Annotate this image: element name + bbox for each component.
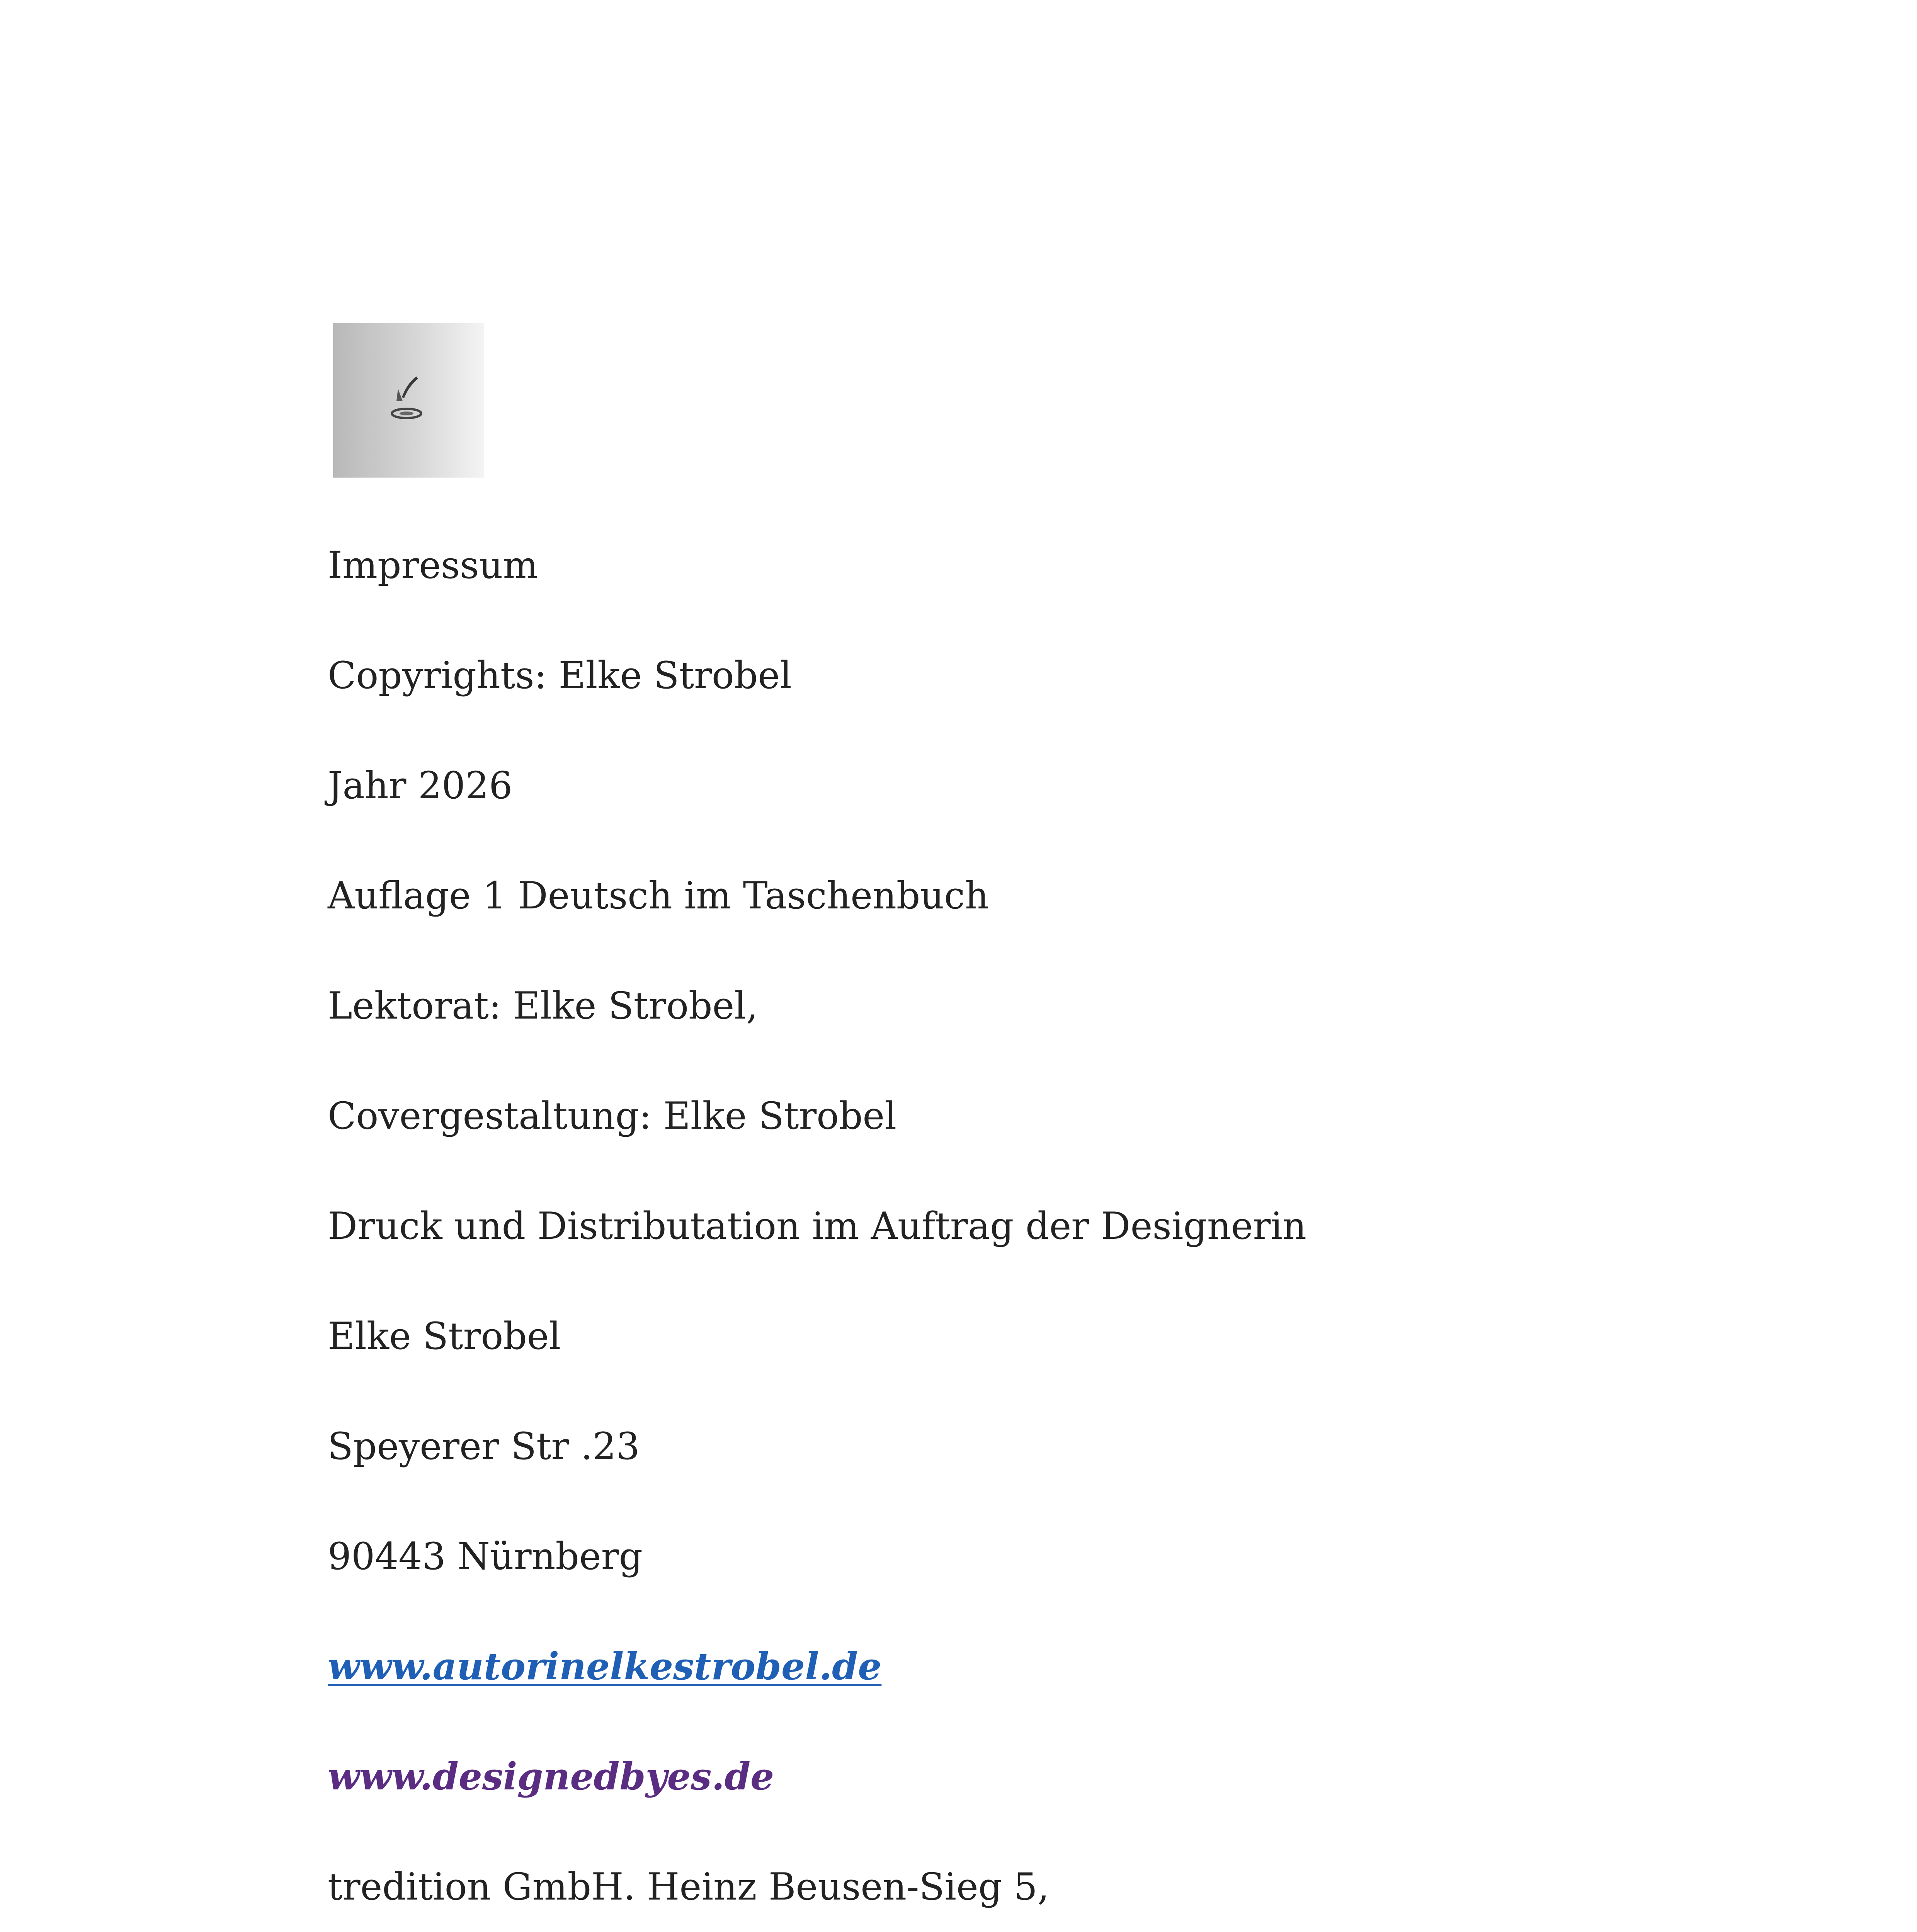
cover-design-line: Covergestaltung: Elke Strobel [328, 1094, 897, 1138]
author-website-link[interactable]: www.autorinelkestrobel.de [328, 1645, 882, 1688]
copyright-line: Copyrights: Elke Strobel [328, 654, 792, 697]
city-line: 90443 Nürnberg [328, 1535, 643, 1578]
quill-ink-logo-icon [379, 373, 434, 423]
imprint-heading: Impressum [328, 544, 538, 587]
year-line: Jahr 2026 [328, 764, 513, 807]
publisher-logo [333, 323, 484, 478]
street-line: Speyerer Str .23 [328, 1425, 640, 1468]
print-distribution-line: Druck und Distributation im Auftrag der Designerin [328, 1204, 1306, 1248]
publisher-line: tredition GmbH. Heinz Beusen-Sieg 5, [328, 1865, 1050, 1908]
edition-line: Auflage 1 Deutsch im Taschenbuch [328, 874, 989, 917]
author-name-line: Elke Strobel [328, 1315, 561, 1358]
design-website-link[interactable]: www.designedbyes.de [328, 1755, 774, 1798]
editing-line: Lektorat: Elke Strobel, [328, 984, 758, 1027]
